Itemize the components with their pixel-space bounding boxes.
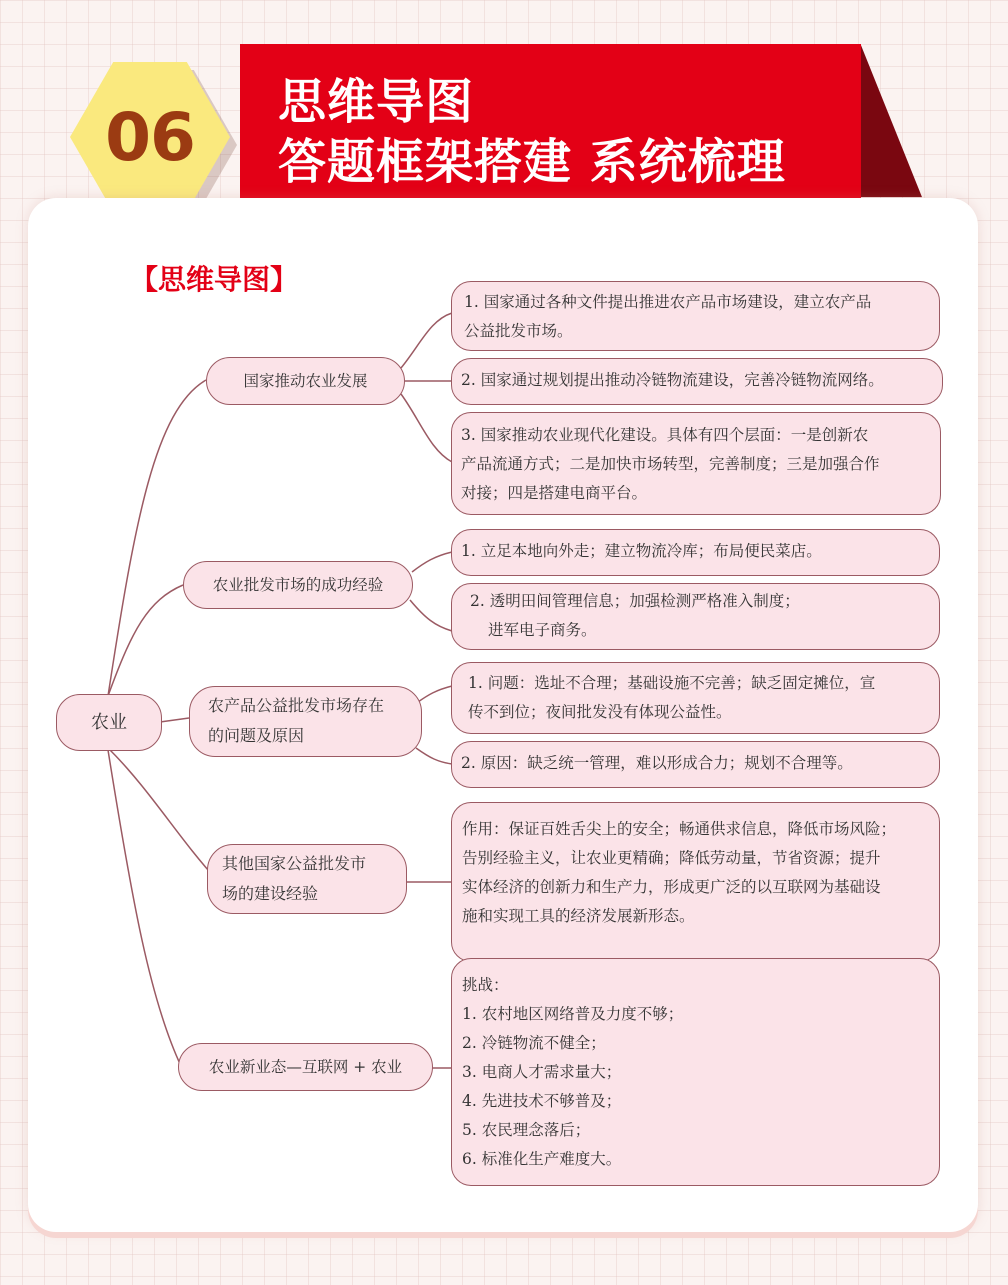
branch-foreign-experience bbox=[207, 844, 407, 914]
leaf-line: 2. 原因：缺乏统一管理，难以形成合力；规划不合理等。 bbox=[461, 754, 853, 772]
leaf-b2-1 bbox=[451, 529, 940, 576]
leaf-line: 对接；四是搭建电商平台。 bbox=[461, 484, 648, 502]
leaf-b1-2 bbox=[451, 358, 943, 405]
branch-problems-causes bbox=[189, 686, 422, 757]
leaf-line: 进军电子商务。 bbox=[488, 621, 597, 639]
connector-root-branch-2 bbox=[108, 585, 183, 696]
leaf-line: 3. 国家推动农业现代化建设。具体有四个层面：一是创新农 bbox=[461, 426, 869, 444]
leaf-line: 挑战： bbox=[462, 976, 509, 994]
leaf-line: 施和实现工具的经济发展新形态。 bbox=[462, 907, 695, 925]
branch-label-line: 的问题及原因 bbox=[208, 726, 305, 745]
leaf-b4-1 bbox=[451, 802, 940, 962]
connector-root-branch-1 bbox=[108, 380, 206, 696]
title-line-2: 答题框架搭建 系统梳理 bbox=[278, 134, 786, 190]
leaf-b3-1 bbox=[451, 662, 940, 734]
leaf-b1-1 bbox=[451, 281, 940, 351]
connector-root-branch-5 bbox=[108, 750, 181, 1066]
section-title: 【思维导图】 bbox=[130, 263, 299, 296]
connector-b3-leaf-1 bbox=[418, 686, 452, 702]
branch-success-experience bbox=[183, 561, 413, 609]
leaf-line: 4. 先进技术不够普及； bbox=[462, 1092, 622, 1110]
leaf-line: 2. 透明田间管理信息；加强检测严格准入制度； bbox=[470, 592, 800, 610]
leaf-line: 2. 国家通过规划提出推动冷链物流建设，完善冷链物流网络。 bbox=[461, 371, 884, 389]
branch-national-promotion bbox=[206, 357, 405, 405]
leaf-line: 1. 问题：选址不合理；基础设施不完善；缺乏固定摊位，宣 bbox=[468, 674, 876, 692]
leaf-line: 产品流通方式；二是加快市场转型，完善制度；三是加强合作 bbox=[461, 455, 880, 473]
leaf-b2-2 bbox=[451, 583, 940, 650]
branch-label: 农业批发市场的成功经验 bbox=[212, 575, 384, 594]
leaf-line: 2. 冷链物流不健全； bbox=[462, 1034, 606, 1052]
title-line-1: 思维导图 bbox=[278, 74, 475, 130]
branch-label-line: 农产品公益批发市场存在 bbox=[208, 696, 385, 715]
connector-b1-leaf-3 bbox=[401, 394, 452, 462]
leaf-line: 公益批发市场。 bbox=[464, 322, 573, 340]
branch-label: 农业新业态—互联网 + 农业 bbox=[208, 1057, 403, 1076]
connector-b2-leaf-2 bbox=[410, 600, 452, 631]
leaf-line: 1. 农村地区网络普及力度不够； bbox=[462, 1005, 684, 1023]
leaf-line: 实体经济的创新力和生产力，形成更广泛的以互联网为基础设 bbox=[462, 878, 881, 896]
leaf-line: 5. 农民理念落后； bbox=[462, 1121, 591, 1139]
branch-label: 国家推动农业发展 bbox=[243, 371, 368, 390]
connector-root-branch-3 bbox=[160, 718, 189, 722]
leaf-line: 3. 电商人才需求量大； bbox=[462, 1063, 622, 1081]
leaf-line: 1. 国家通过各种文件提出推进农产品市场建设，建立农产品 bbox=[464, 293, 872, 311]
branch-label-line: 场的建设经验 bbox=[222, 884, 319, 903]
section-number: 06 bbox=[105, 98, 195, 176]
connector-b1-leaf-1 bbox=[401, 313, 452, 368]
connector-b3-leaf-2 bbox=[416, 748, 452, 764]
leaf-line: 告别经验主义，让农业更精确；降低劳动量，节省资源；提升 bbox=[462, 849, 881, 867]
connector-b2-leaf-1 bbox=[412, 552, 452, 572]
branch-label-line: 其他国家公益批发市 bbox=[222, 854, 367, 873]
leaf-b5-1 bbox=[451, 958, 940, 1186]
leaf-b1-3 bbox=[451, 412, 941, 515]
branch-internet-agriculture bbox=[178, 1043, 433, 1091]
leaf-line: 作用：保证百姓舌尖上的安全；畅通供求信息，降低市场风险； bbox=[462, 820, 897, 838]
leaf-line: 1. 立足本地向外走；建立物流冷库；布局便民菜店。 bbox=[461, 542, 822, 560]
leaf-line: 6. 标准化生产难度大。 bbox=[462, 1150, 622, 1168]
leaf-b3-2 bbox=[451, 741, 940, 788]
root-node: 农业 bbox=[56, 694, 162, 751]
leaf-line: 传不到位；夜间批发没有体现公益性。 bbox=[468, 703, 732, 721]
